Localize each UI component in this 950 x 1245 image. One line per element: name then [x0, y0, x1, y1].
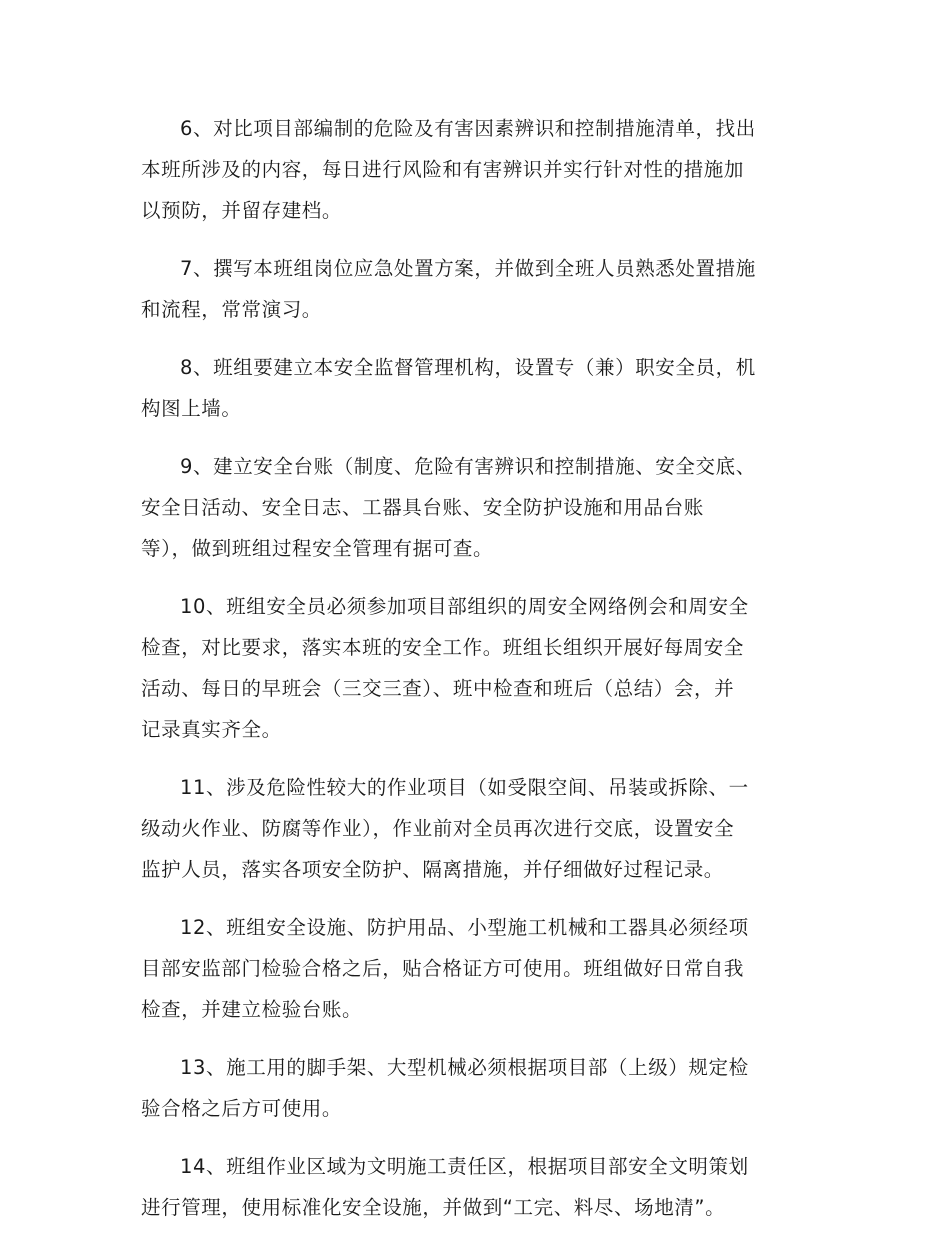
paragraph-line: 和流程，常常演习。: [141, 298, 322, 321]
paragraph-line: 验合格之后方可使用。: [141, 1097, 343, 1120]
paragraph-line: 等），做到班组过程安全管理有据可查。: [141, 537, 494, 560]
paragraph-line: 检查，对比要求，落实本班的安全工作。班组长组织开展好每周安全: [141, 636, 745, 659]
document-body: [141, 108, 807, 1245]
paragraph-item-10: [141, 586, 807, 750]
paragraph-line: 级动火作业、防腐等作业），作业前对全员再次进行交底，设置安全: [141, 817, 735, 840]
paragraph-item-9: [141, 446, 807, 569]
paragraph-item-11: [141, 767, 807, 890]
paragraph-line: 13、施工用的脚手架、大型机械必须根据项目部（上级）规定检: [180, 1056, 749, 1079]
paragraph-line: 活动、每日的早班会（三交三查）、班中检查和班后（总结）会，并: [141, 677, 735, 700]
paragraph-line: 本班所涉及的内容，每日进行风险和有害辨识并实行针对性的措施加: [141, 158, 745, 181]
paragraph-line: 以预防，并留存建档。: [141, 199, 343, 222]
paragraph-line: 监护人员，落实各项安全防护、隔离措施，并仔细做好过程记录。: [141, 858, 724, 881]
paragraph-item-7: [141, 248, 807, 330]
paragraph-item-8: [141, 347, 807, 429]
paragraph-item-14: [141, 1146, 807, 1228]
paragraph-line: 12、班组安全设施、防护用品、小型施工机械和工器具必须经项: [180, 916, 749, 939]
paragraph-line: 9、建立安全台账（制度、危险有害辨识和控制措施、安全交底、: [180, 455, 756, 478]
paragraph-line: 进行管理，使用标准化安全设施，并做到“工完、料尽、场地清”。: [141, 1196, 726, 1219]
paragraph-line: 安全日活动、安全日志、工器具台账、安全防护设施和用品台账: [141, 496, 704, 519]
paragraph-line: 10、班组安全员必须参加项目部组织的周安全网络例会和周安全: [180, 595, 749, 618]
paragraph-line: 11、涉及危险性较大的作业项目（如受限空间、吊装或拆除、一: [180, 776, 749, 799]
paragraph-line: 8、班组要建立本安全监督管理机构，设置专（兼）职安全员，机: [180, 356, 756, 379]
paragraph-line: 检查，并建立检验台账。: [141, 998, 363, 1021]
paragraph-line: 记录真实齐全。: [141, 718, 282, 741]
paragraph-line: 14、班组作业区域为文明施工责任区，根据项目部安全文明策划: [180, 1155, 749, 1178]
paragraph-item-6: [141, 108, 807, 231]
paragraph-line: 6、对比项目部编制的危险及有害因素辨识和控制措施清单，找出: [180, 117, 756, 140]
paragraph-line: 目部安监部门检验合格之后，贴合格证方可使用。班组做好日常自我: [141, 957, 745, 980]
paragraph-item-12: [141, 907, 807, 1030]
paragraph-item-13: [141, 1047, 807, 1129]
paragraph-line: 7、撰写本班组岗位应急处置方案，并做到全班人员熟悉处置措施: [180, 257, 756, 280]
paragraph-line: 构图上墙。: [141, 397, 242, 420]
